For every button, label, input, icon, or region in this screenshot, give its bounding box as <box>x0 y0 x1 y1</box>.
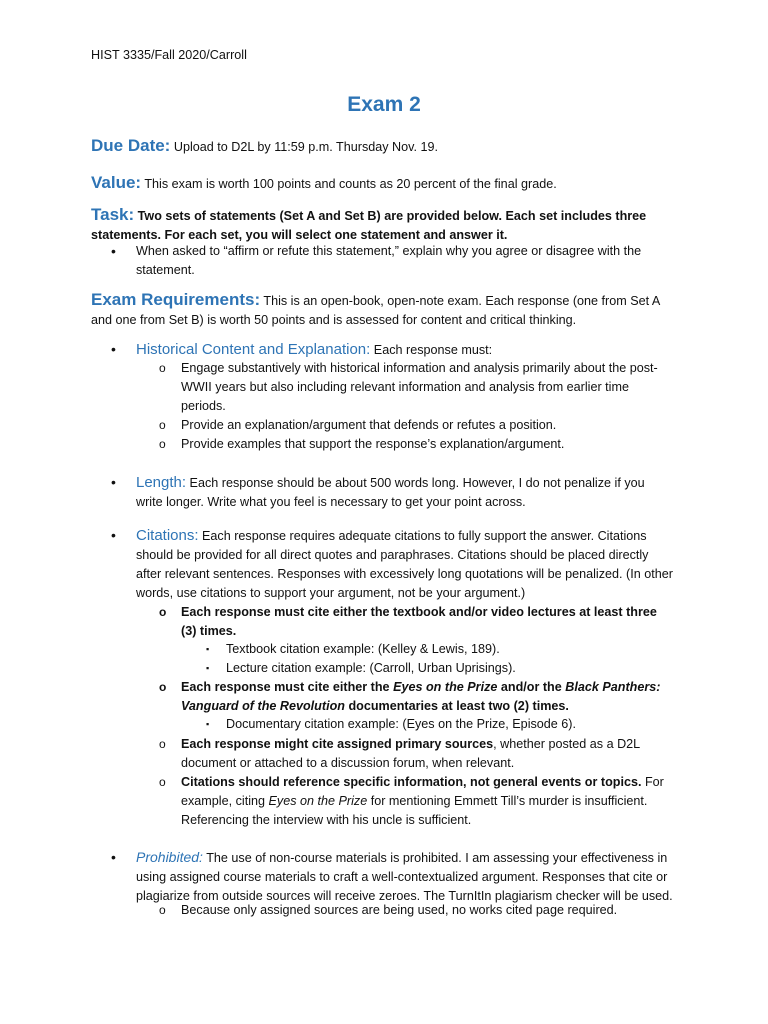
circle-marker: o <box>159 775 166 789</box>
list-item <box>206 715 666 734</box>
list-item <box>111 473 671 512</box>
square-marker: ▪ <box>206 719 210 729</box>
list-item <box>159 603 671 641</box>
due-date-text: Upload to D2L by 11:59 p.m. Thursday Nov. 19. <box>170 140 439 154</box>
circle-marker: o <box>159 605 167 619</box>
course-header: HIST 3335/Fall 2020/Carroll <box>91 48 247 62</box>
eyes-on-the-prize-title: Eyes on the Prize <box>268 794 368 808</box>
circle-marker: o <box>159 437 166 451</box>
list-item <box>159 901 681 920</box>
requirements-section <box>91 290 683 330</box>
citations-items-3-4 <box>159 735 686 830</box>
list-item <box>159 773 686 830</box>
citations-item-2-sub <box>206 715 666 734</box>
circle-marker: o <box>159 737 166 751</box>
historical-items <box>159 359 671 454</box>
requirements-label: Exam Requirements: <box>91 290 261 309</box>
task-text: Two sets of statements (Set A and Set B) are provided below. Each set includes three statements. For each set, you will select one statement and answer it. <box>91 209 647 242</box>
citations-item-1-text: Each response must cite either the textbook and/or video lectures at least three (3) times. <box>181 605 657 638</box>
list-item <box>206 659 666 678</box>
length-text: Each response should be about 500 words long. However, I do not penalize if you write longer. Write what you feel is necessary to get your point across. <box>136 476 645 509</box>
list-item <box>111 242 666 280</box>
circle-marker: o <box>159 418 166 432</box>
bullet-marker: • <box>111 243 116 259</box>
textbook-citation-example: Textbook citation example: (Kelley & Lewis, 189). <box>226 642 500 656</box>
historical-text: Each response must: <box>370 343 493 357</box>
value-text: This exam is worth 100 points and counts as 20 percent of the final grade. <box>141 177 557 191</box>
list-item <box>206 640 666 659</box>
page-title: Exam 2 <box>347 93 421 116</box>
primary-sources-bold: Each response might cite assigned primary sources <box>181 737 494 751</box>
square-marker: ▪ <box>206 663 210 673</box>
prohibited-list <box>111 848 676 906</box>
list-item <box>159 435 671 454</box>
value-label: Value: <box>91 173 142 192</box>
circle-marker: o <box>159 361 166 375</box>
list-item <box>159 359 671 416</box>
lecture-citation-example: Lecture citation example: (Carroll, Urban Uprisings). <box>226 661 516 675</box>
documentary-citation-example: Documentary citation example: (Eyes on the Prize, Episode 6). <box>226 717 576 731</box>
list-item <box>111 340 676 360</box>
prohibited-item: Because only assigned sources are being used, no works cited page required. <box>181 903 618 917</box>
historical-list <box>111 340 676 360</box>
specific-info-bold: Citations should reference specific information, not general events or topics. <box>181 775 642 789</box>
requirements-text: This is an open-book, open-note exam. Each response (one from Set A and one from Set B) is worth 50 points and is assessed for content and critical thinking. <box>91 294 660 327</box>
square-marker: ▪ <box>206 644 210 654</box>
bullet-marker: • <box>111 474 116 490</box>
length-list <box>111 473 671 512</box>
citations-item-2 <box>159 678 666 716</box>
list-item <box>111 526 676 603</box>
citations-text: Each response requires adequate citations to fully support the answer. Citations should be provided for all direct quotes and paraphrases. Citations should be placed directly after relevant sentences. Responses with excessively long quotations will be penalized. (In other words, use citations to support your argument, not be your argument.) <box>136 529 673 600</box>
prohibited-items <box>159 901 681 920</box>
list-item <box>159 735 686 773</box>
historical-item: Engage substantively with historical information and analysis primarily about the post-WWII years but also including relevant information and analysis from earlier time periods. <box>181 361 658 413</box>
citations-item-1 <box>159 603 671 641</box>
circle-marker: o <box>159 680 167 694</box>
historical-item: Provide examples that support the response’s explanation/argument. <box>181 437 565 451</box>
task-section <box>91 205 683 245</box>
citations-label: Citations: <box>136 527 199 544</box>
task-bullet-text: When asked to “affirm or refute this statement,” explain why you agree or disagree with the statement. <box>136 244 642 277</box>
prohibited-label: Prohibited: <box>136 849 203 865</box>
bullet-marker: • <box>111 849 116 865</box>
task-label: Task: <box>91 205 135 224</box>
citations-list <box>111 526 676 603</box>
specific-info-text: for mentioning Emmett Till’s murder is insufficient. Referencing the interview with his uncle is sufficient. <box>181 794 648 827</box>
historical-item: Provide an explanation/argument that defends or refutes a position. <box>181 418 557 432</box>
list-item <box>159 416 671 435</box>
bullet-marker: • <box>111 527 116 543</box>
citations-item-1-sub <box>206 640 666 678</box>
primary-sources-text: , whether posted as a D2L document or attached to a discussion forum, when relevant. <box>181 737 640 770</box>
due-date-section <box>91 136 683 157</box>
citations-item-2-text: documentaries at least two (2) times. <box>344 699 569 713</box>
historical-label: Historical Content and Explanation: <box>136 341 371 358</box>
task-bullet-list <box>111 242 666 280</box>
prohibited-text: The use of non-course materials is prohibited. I am assessing your effectiveness in using assigned course materials to craft a well-contextualized argument. Responses that cite or plagiarize from outside sources will receive zeroes. The TurnItIn plagiarism checker will be used. <box>136 851 673 903</box>
bullet-marker: • <box>111 341 116 357</box>
value-section <box>91 173 683 194</box>
eyes-on-the-prize-title: Eyes on the Prize <box>393 680 498 694</box>
length-label: Length: <box>136 474 187 491</box>
list-item <box>159 678 666 716</box>
due-date-label: Due Date: <box>91 136 171 155</box>
citations-item-2-text: Each response must cite either the <box>181 680 394 694</box>
list-item <box>111 848 676 906</box>
circle-marker: o <box>159 903 166 917</box>
citations-item-2-text: and/or the <box>497 680 566 694</box>
black-panthers-title: Black Panthers: Vanguard of the Revolution <box>181 680 661 713</box>
specific-info-text: For example, citing <box>181 775 664 808</box>
